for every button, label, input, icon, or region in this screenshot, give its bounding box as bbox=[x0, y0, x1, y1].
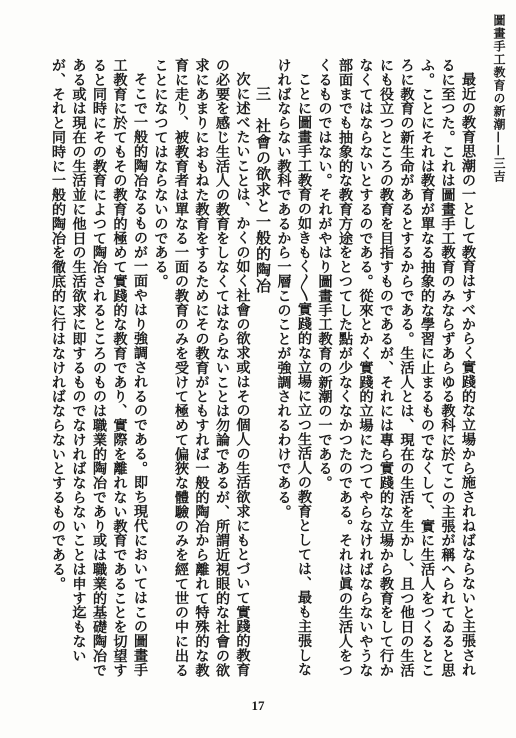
section-number: 三 bbox=[254, 86, 272, 102]
paragraph-4: そこで一般的陶冶なるものが一面やはり強調されるのである。即ち現代においてはこの圖畫手工教育に於てもその教育的極めて實踐的な教育であり、實際を離れない教育であることを切望すると同時にその教育によつて陶冶されるところのものは職業的陶冶であり或は職業的基礎陶冶である或は現在の生活並に他日の生活欲求に即するものでなければならないことは申す迄もないが、それと同時に一般的陶冶を徹底的に行はなければならないとするものである。 bbox=[50, 58, 148, 678]
section-title: 社會の欲求と一般的陶冶 bbox=[254, 118, 272, 294]
paragraph-3: 次に述べたいことは、かくの如く社會の欲求或はその個人の生活欲求にもとづいて實踐的教育の必要を感じ生活人の教育をしなくてはならないことは勿論であるが、所謂近視眼的な社會の欲求にあまりにおもねた教育をするためにその教育がともすれば一般的陶冶から離れて特殊的な教育に走り、被教育者は單なる一面の教育のみを受けて極めて偏狹な體驗のみを經て世の中に出ることになつてはならないのである。 bbox=[152, 58, 251, 678]
paragraph-2: ことに圖畫手工教育の如きもく〳〵實踐的な立場に立つ生活人の教育としては、最も主張しなければならない教科であるから一層このことが強調されるわけである。 bbox=[275, 58, 312, 677]
section-heading bbox=[253, 58, 274, 678]
paragraph-1: 最近の教育思潮の一として教育はすべからく實踐的な立場から施されねばならないと主張されるに至つた。これは圖畫手工教育のみならずあらゆる教科に於てこの主張が稱へられてゐると思ふ。ことにそれは教育が單なる抽象的な學習に止まるものでなくして、實に生活人をつくるところに教育の新生命があるとするからである。生活人とは、現在の生活を生かし、且つ他日の生活にも役立つところの教育を目指すものであるが、それには專ら實踐的な立場から教育をして行かなくてはならないとするのである。從來とかく實踐的立場にたつてやらなければならないやうな部面までも抽象的な教育方途をとつてした點が少なくなかつたのである。それは眞の生活人をつくるものではない。それがやはり圖畫手工教育の新潮の一である。 bbox=[316, 58, 476, 678]
body-text bbox=[38, 58, 478, 678]
page-number: 17 bbox=[251, 698, 265, 713]
running-header: 圖畫手工教育の新潮——三吉 bbox=[492, 14, 506, 183]
